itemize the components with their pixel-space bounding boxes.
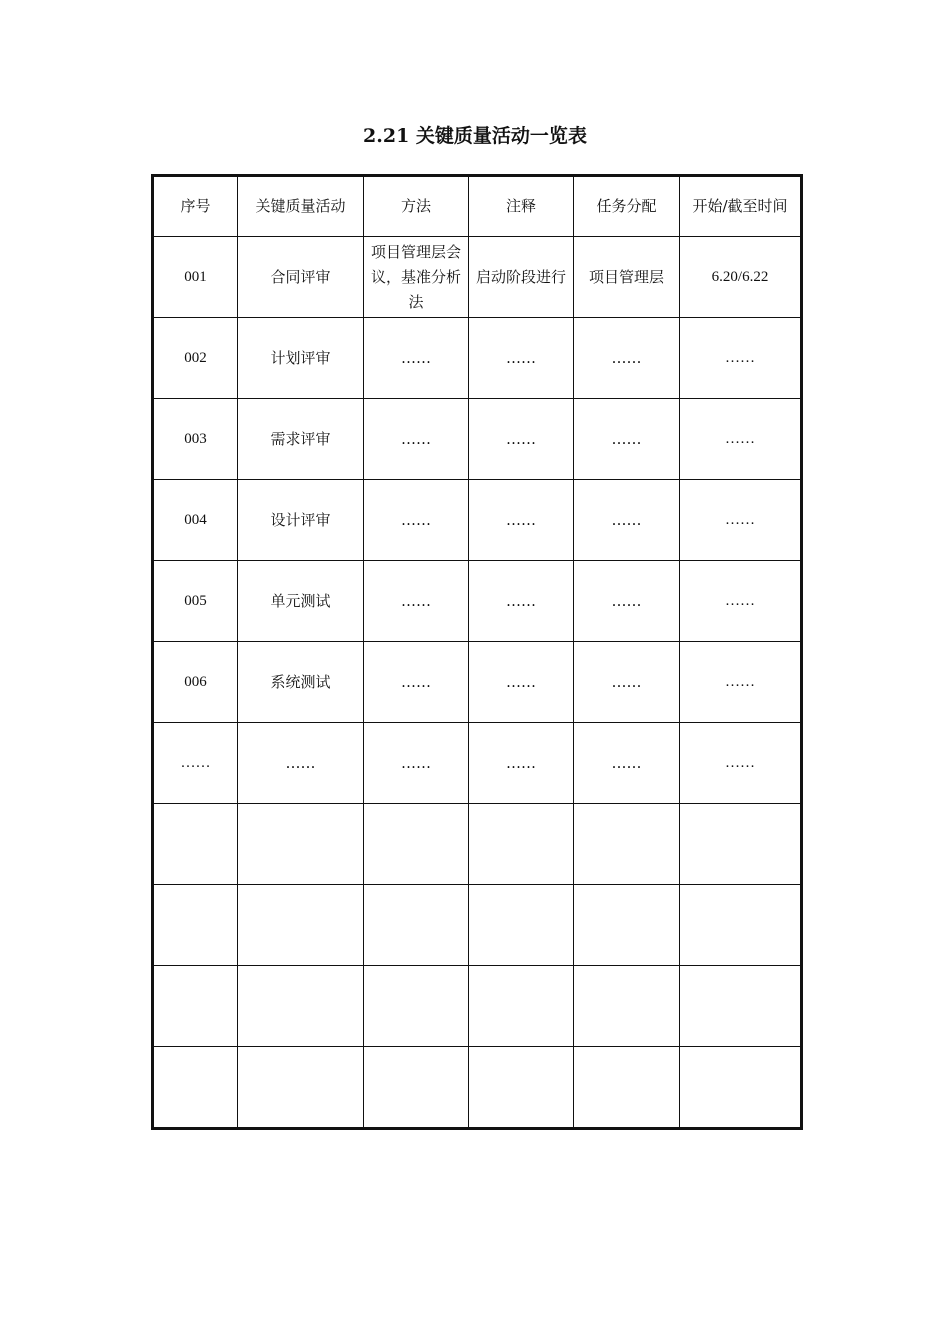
cell-time: 6.20/6.22	[680, 237, 802, 318]
cell-time: ……	[680, 723, 802, 804]
cell-method	[364, 1047, 469, 1129]
cell-notes: ……	[469, 399, 574, 480]
table-row	[153, 237, 802, 318]
cell-assignment: ……	[574, 723, 680, 804]
cell-time: ……	[680, 561, 802, 642]
quality-activity-table	[151, 174, 803, 1130]
cell-notes: ……	[469, 723, 574, 804]
cell-activity: 计划评审	[238, 318, 364, 399]
table-row	[153, 804, 802, 885]
cell-index: 001	[153, 237, 238, 318]
cell-index: 005	[153, 561, 238, 642]
cell-activity: ……	[238, 723, 364, 804]
cell-index: 006	[153, 642, 238, 723]
table-row	[153, 561, 802, 642]
cell-time	[680, 1047, 802, 1129]
table-row	[153, 1047, 802, 1129]
cell-time: ……	[680, 318, 802, 399]
cell-activity: 系统测试	[238, 642, 364, 723]
cell-method	[364, 804, 469, 885]
cell-index: ……	[153, 723, 238, 804]
table-row	[153, 318, 802, 399]
cell-notes: 启动阶段进行	[469, 237, 574, 318]
cell-assignment: ……	[574, 480, 680, 561]
cell-time: ……	[680, 399, 802, 480]
cell-assignment: ……	[574, 318, 680, 399]
cell-method: ……	[364, 399, 469, 480]
cell-time: ……	[680, 642, 802, 723]
table-row	[153, 399, 802, 480]
table-row	[153, 723, 802, 804]
cell-notes	[469, 804, 574, 885]
cell-assignment	[574, 885, 680, 966]
cell-method: ……	[364, 561, 469, 642]
cell-assignment: 项目管理层	[574, 237, 680, 318]
cell-assignment	[574, 1047, 680, 1129]
cell-index: 002	[153, 318, 238, 399]
header-cell-assignment: 任务分配	[574, 176, 680, 237]
table-row	[153, 885, 802, 966]
cell-index	[153, 1047, 238, 1129]
cell-method: ……	[364, 480, 469, 561]
cell-index	[153, 804, 238, 885]
cell-time	[680, 804, 802, 885]
cell-method: ……	[364, 318, 469, 399]
cell-assignment	[574, 804, 680, 885]
cell-notes	[469, 1047, 574, 1129]
cell-activity: 设计评审	[238, 480, 364, 561]
cell-notes: ……	[469, 318, 574, 399]
cell-assignment	[574, 966, 680, 1047]
header-cell-notes: 注释	[469, 176, 574, 237]
cell-method	[364, 885, 469, 966]
table-row	[153, 480, 802, 561]
table-header-row	[153, 176, 802, 237]
cell-time: ……	[680, 480, 802, 561]
cell-index	[153, 966, 238, 1047]
cell-notes: ……	[469, 642, 574, 723]
cell-activity	[238, 1047, 364, 1129]
header-cell-index: 序号	[153, 176, 238, 237]
cell-activity: 单元测试	[238, 561, 364, 642]
cell-activity	[238, 885, 364, 966]
cell-activity: 需求评审	[238, 399, 364, 480]
header-cell-activity: 关键质量活动	[238, 176, 364, 237]
cell-time	[680, 966, 802, 1047]
cell-notes	[469, 885, 574, 966]
cell-assignment: ……	[574, 399, 680, 480]
cell-notes	[469, 966, 574, 1047]
cell-method	[364, 966, 469, 1047]
header-cell-method: 方法	[364, 176, 469, 237]
cell-index	[153, 885, 238, 966]
cell-assignment: ……	[574, 561, 680, 642]
cell-notes: ……	[469, 561, 574, 642]
cell-activity: 合同评审	[238, 237, 364, 318]
cell-method: ……	[364, 642, 469, 723]
header-cell-time: 开始/截至时间	[680, 176, 802, 237]
cell-notes: ……	[469, 480, 574, 561]
table-row	[153, 642, 802, 723]
cell-activity	[238, 966, 364, 1047]
cell-method: ……	[364, 723, 469, 804]
cell-method: 项目管理层会议，基准分析法	[364, 237, 469, 318]
cell-time	[680, 885, 802, 966]
cell-activity	[238, 804, 364, 885]
cell-index: 004	[153, 480, 238, 561]
table-row	[153, 966, 802, 1047]
cell-assignment: ……	[574, 642, 680, 723]
cell-index: 003	[153, 399, 238, 480]
page-title: 2.21 关键质量活动一览表	[363, 125, 587, 147]
